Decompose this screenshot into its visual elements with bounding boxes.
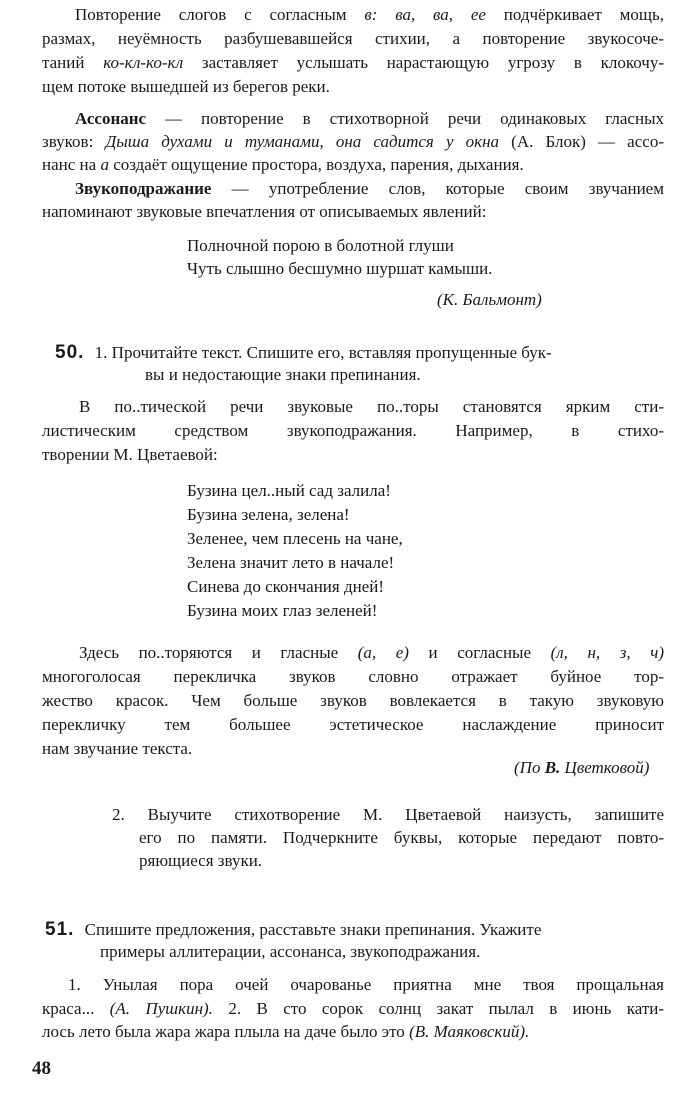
exercise-50-task1-line2: вы и недостающие знаки препинания. [145,365,421,384]
intro-p3-line2: напоминают звуковые впечатления от описываемых явлений: [42,202,487,221]
exercise-number: 51. [45,919,75,940]
balmont-source: (К. Бальмонт) [437,290,542,309]
balmont-poem-line2: Чуть слышно бесшумно шуршат камыши. [187,259,493,278]
tsvetaeva-poem-line5: Синева до скончания дней! [187,577,385,596]
ex50-task2-line3: ряющиеся звуки. [139,851,263,870]
example-sound-combo: ко-кл-ко-кл [103,53,184,72]
pushkin-source: (А. Пушкин). [109,999,213,1018]
tsvetaeva-poem-line3: Зеленее, чем плесень на чане, [187,529,403,548]
tsvetaeva-poem-line4: Зелена значит лето в начале! [187,553,395,572]
ex50-task2-line1: 2. Выучите стихотворение М. Цветаевой наизусть, запишите [112,805,664,824]
term-assonance: Ассонанс [75,109,147,128]
tsvetaeva-poem-line6: Бузина моих глаз зеленей! [187,601,378,620]
tsvetaeva-poem-line1: Бузина цел..ный сад залила! [187,481,391,500]
balmont-poem-line1: Полночной порою в болотной глуши [187,236,454,255]
ex51-sentences-line1: 1. Унылая пора очей очарованье приятна мне твоя прощальная [68,975,664,994]
intro-p3-line1: Звукоподражание — употребление слов, которые своим звучанием [75,179,664,198]
ex50-after-line4: перекличку тем большее эстетическое наслаждение приносит [42,715,664,734]
exercise-51-task-line2: примеры аллитерации, ассонанса, звукоподражания. [100,942,481,961]
ex50-after-line5: нам звучание текста. [42,739,193,758]
intro-p2-line3: нанс на а создаёт ощущение простора, воздуха, парения, дыхания. [42,155,524,174]
intro-p2-line1: Ассонанс — повторение в стихотворной речи одинаковых гласных [75,109,664,128]
ex50-text-line3: творении М. Цветаевой: [42,445,218,464]
term-onomatopoeia: Звукоподражание [75,179,212,198]
ex50-after-line1: Здесь по..торяются и гласные (а, е) и согласные (л, н, з, ч) [79,643,664,662]
blok-quote: Дыша духами и туманами, она садится у окна [105,132,500,151]
ex50-after-line3: жество красок. Чем больше звуков вовлекается в такую звуковую [42,691,664,710]
exercise-number: 50. [55,342,85,363]
ex50-task2-line2: его по памяти. Подчеркните буквы, которые передают повто- [139,828,664,847]
ex51-sentences-line3: лось лето была жара жара плыла на даче было это (В. Маяковский). [42,1022,530,1041]
intro-p2-line2: звуков: Дыша духами и туманами, она садится у окна (А. Блок) — ассо- [42,132,664,151]
page-number: 48 [32,1058,51,1079]
ex51-sentences-line2: краса... (А. Пушкин). 2. В сто сорок солнц закат пылал в июнь кати- [42,999,665,1018]
tsvetaeva-poem-line2: Бузина зелена, зелена! [187,505,350,524]
intro-p1-line3: таний ко-кл-ко-кл заставляет услышать нарастающую угрозу в клокочу- [42,53,664,72]
mayakovsky-source: (В. Маяковский). [409,1022,530,1041]
exercise-51-task: Спишите предложения, расставьте знаки препинания. Укажите [84,920,542,939]
exercise-50-task1: 1. Прочитайте текст. Спишите его, вставляя пропущенные бук- [94,343,552,362]
intro-p1-line1: Повторение слогов с согласным в: ва, ва, ее подчёркивает мощь, [75,5,664,24]
exercise-51-header [45,919,541,941]
ex50-source: (По В. Цветковой) [514,758,650,777]
ex50-after-line2: многоголосая перекличка звуков словно отражает буйное тор- [42,667,664,686]
intro-p1-line2: размах, неуёмность разбушевавшейся стихии, а повторение звукосоче- [42,29,664,48]
exercise-50-header [55,342,552,364]
intro-p1-line4: щем потоке вышедшей из берегов реки. [42,77,330,96]
ex50-text-line2: листическим средством звукоподражания. Например, в стихо- [42,421,664,440]
example-syllables: в: ва, ва, ее [364,5,486,24]
ex50-text-line1: В по..тической речи звуковые по..торы становятся ярким сти- [79,397,664,416]
